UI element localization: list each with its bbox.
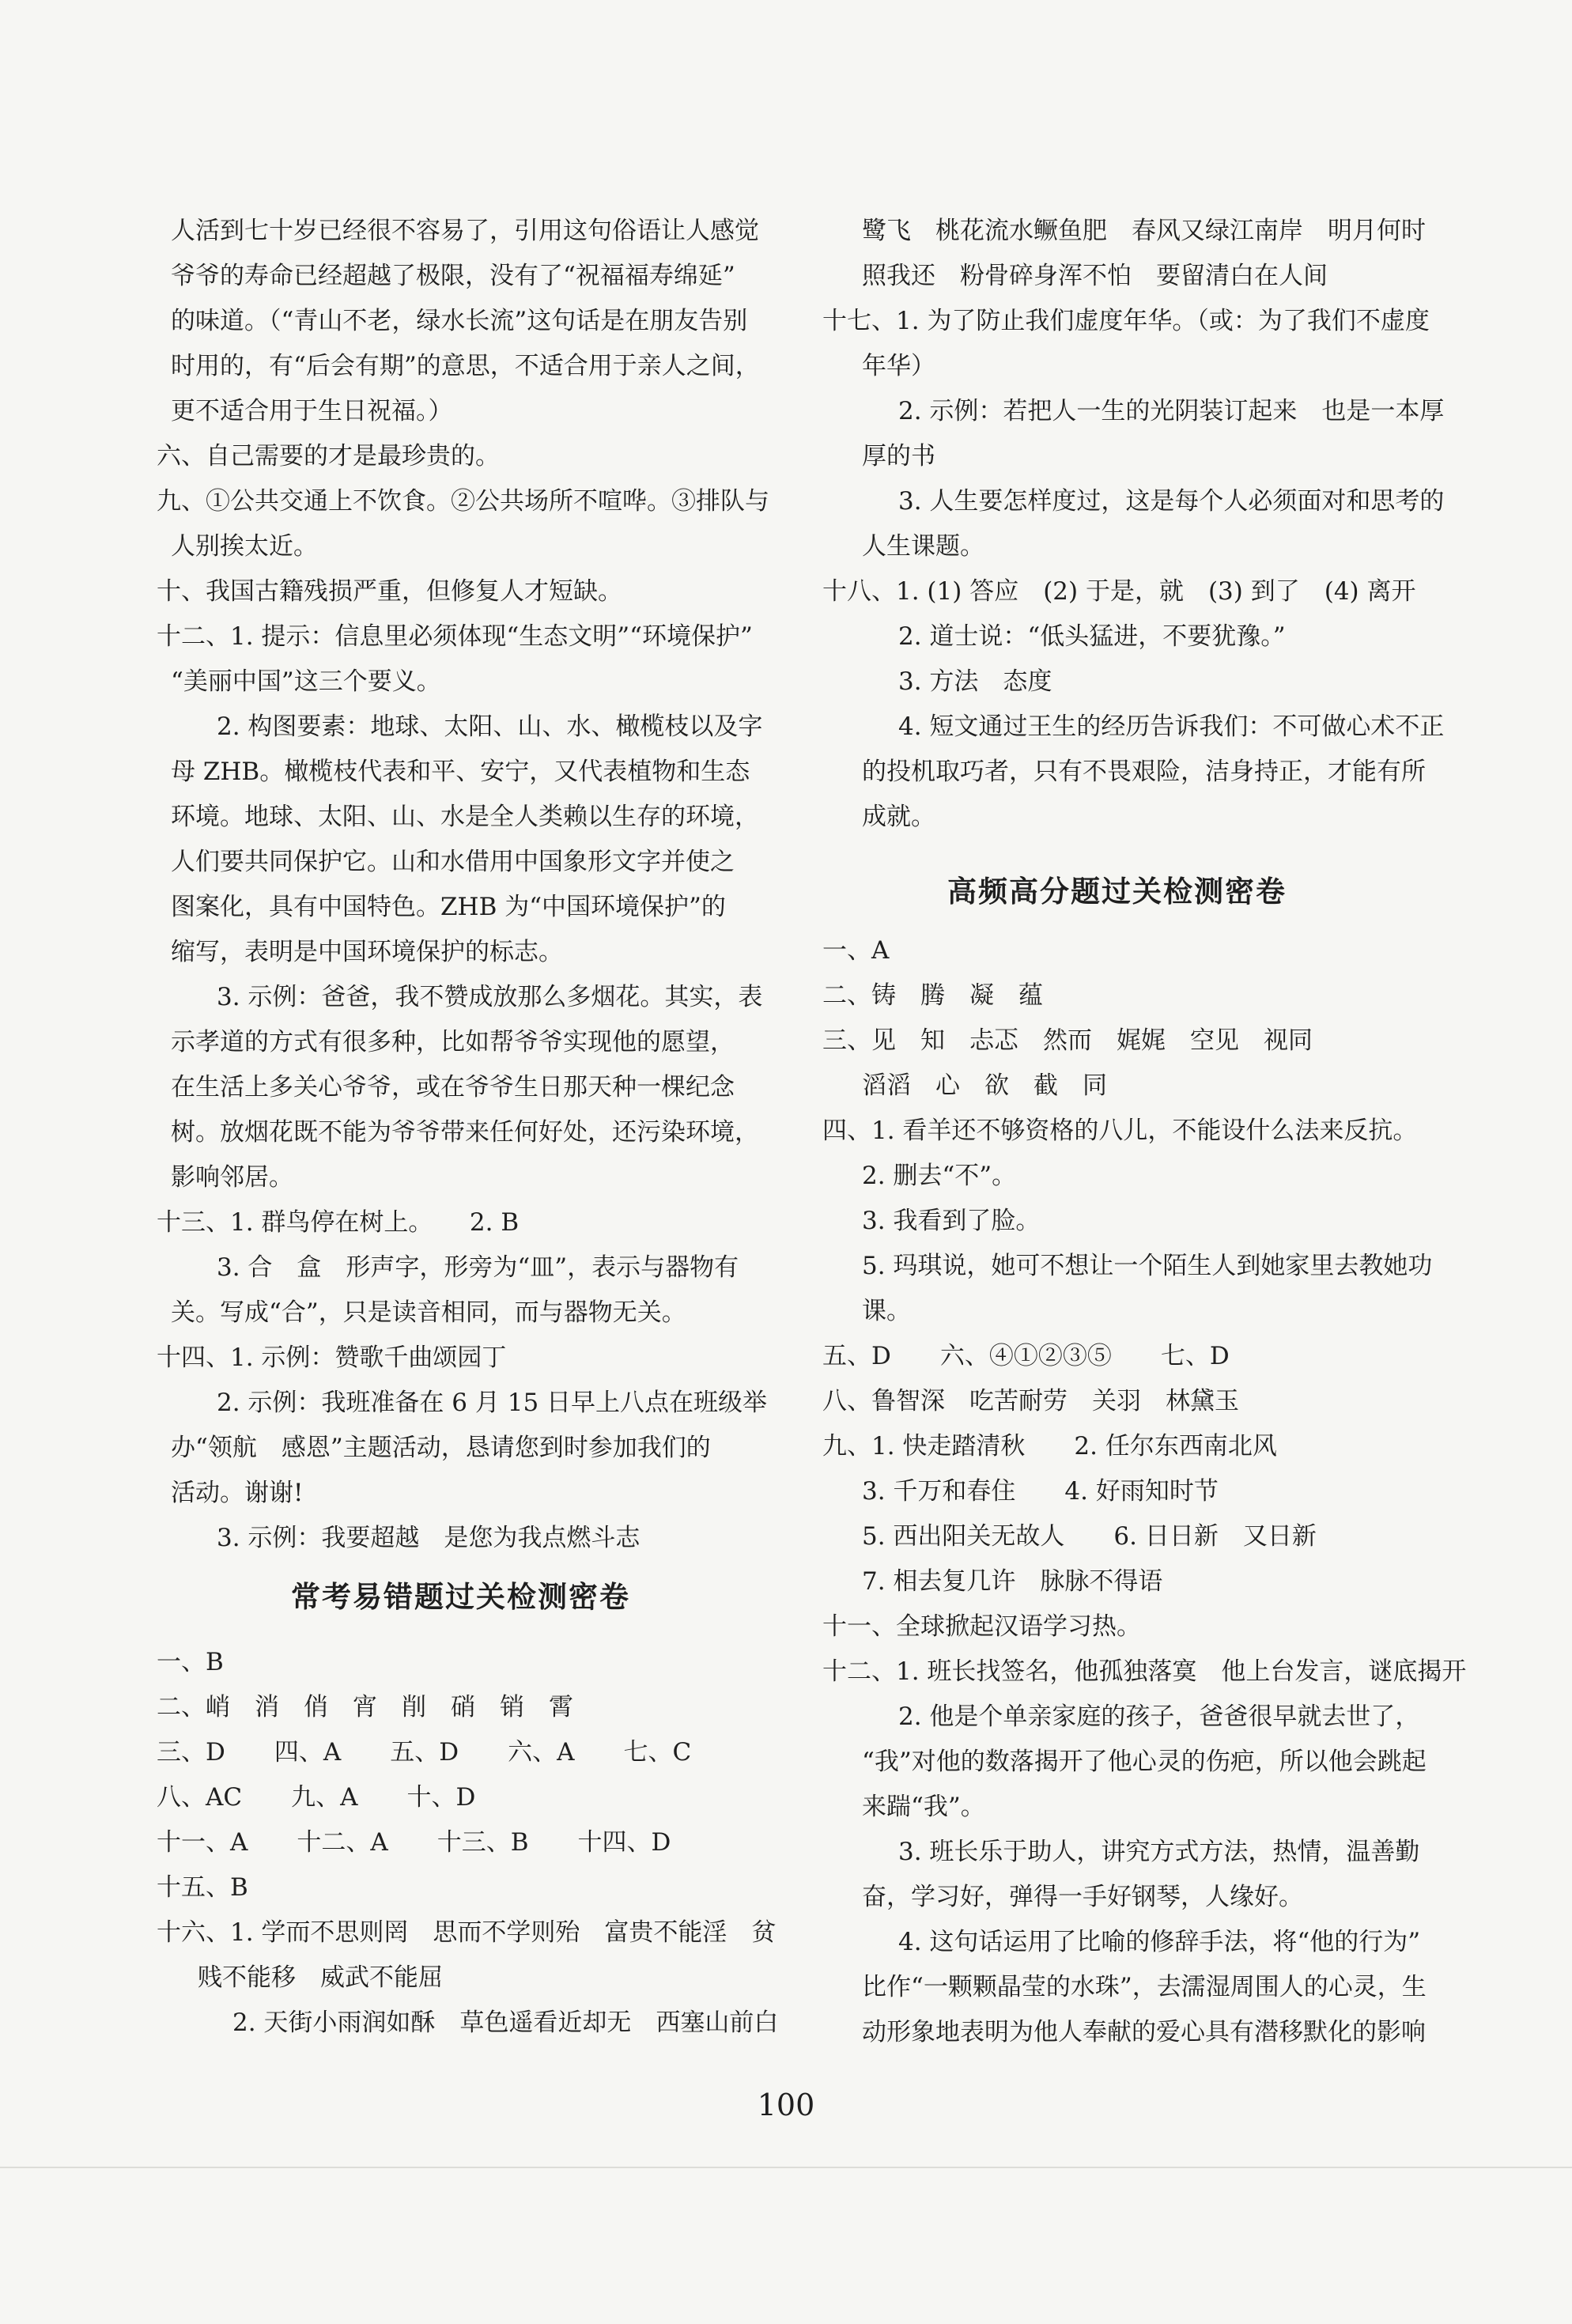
text-line: 3. 方法 态度 [898,667,1052,696]
text-line: 4. 这句话运用了比喻的修辞手法，将“他的行为” [898,1928,1421,1956]
text-line: 九、①公共交通上不饮食。②公共场所不喧哗。③排队与 [157,487,769,516]
text-line: 树。放烟花既不能为爷爷带来任何好处，还污染环境， [171,1118,759,1147]
bottom-divider [0,2167,1572,2168]
text-line: 二、铸 腾 凝 蕴 [822,981,1043,1010]
text-line: 爷爷的寿命已经超越了极限，没有了“祝福福寿绵延” [171,262,735,290]
text-line: 来踹“我”。 [862,1793,985,1821]
text-line: 2. 示例：我班准备在 6 月 15 日早上八点在班级举 [217,1389,768,1417]
text-line: 九、1. 快走踏清秋 2. 任尔东西南北风 [822,1432,1277,1461]
text-line: 3. 我看到了脸。 [862,1207,1041,1235]
text-line: 一、A [822,936,890,965]
text-line: 4. 短文通过王生的经历告诉我们：不可做心术不正 [898,712,1445,741]
text-line: 2. 示例：若把人一生的光阴装订起来 也是一本厚 [898,397,1445,425]
text-line: 十三、1. 群鸟停在树上。 2. B [157,1208,520,1237]
text-line: 人们要共同保护它。山和水借用中国象形文字并使之 [171,848,735,876]
text-line: 5. 西出阳关无故人 6. 日日新 又日新 [862,1522,1317,1551]
text-line: 3. 班长乐于助人，讲究方式方法，热情，温善勤 [898,1838,1420,1866]
text-line: 人生课题。 [862,532,984,561]
text-line: 六、自己需要的才是最珍贵的。 [157,442,500,470]
text-line: 的投机取巧者，只有不畏艰险，洁身持正，才能有所 [862,758,1426,786]
page-number: 100 [757,2088,815,2122]
text-line: 十二、1. 提示：信息里必须体现“生态文明”“环境保护” [157,622,753,651]
text-line: 5. 玛琪说，她可不想让一个陌生人到她家里去教她功 [862,1252,1433,1280]
text-line: 办“领航 感恩”主题活动，恳请您到时参加我们的 [171,1434,711,1462]
text-line: 关。写成“合”，只是读音相同，而与器物无关。 [171,1298,686,1327]
text-line: 2. 道士说：“低头猛进，不要犹豫。” [898,622,1286,651]
text-line: 十七、1. 为了防止我们虚度年华。（或：为了我们不虚度 [822,307,1430,335]
text-line: 3. 人生要怎样度过，这是每个人必须面对和思考的 [898,487,1445,516]
text-line: 7. 相去复几许 脉脉不得语 [862,1567,1163,1596]
text-line: 八、鲁智深 吃苦耐劳 关羽 林黛玉 [822,1387,1239,1415]
text-line: 十四、1. 示例：赞歌千曲颂园丁 [157,1343,507,1372]
text-line: 十二、1. 班长找签名，他孤独落寞 他上台发言，谜底揭开 [822,1657,1467,1686]
text-line: “美丽中国”这三个要义。 [171,667,441,696]
text-line: 3. 千万和春住 4. 好雨知时节 [862,1477,1219,1506]
text-line: 一、B [157,1648,224,1676]
text-line: 时用的，有“后会有期”的意思，不适合用于亲人之间， [171,352,760,380]
section-title: 高频高分题过关检测密卷 [947,875,1287,909]
text-line: 3. 示例：爸爸，我不赞成放那么多烟花。其实，表 [217,983,763,1011]
text-line: 八、AC 九、A 十、D [157,1783,476,1812]
text-line: “我”对他的数落揭开了他心灵的伤疤，所以他会跳起 [862,1748,1427,1776]
text-line: 活动。谢谢! [171,1479,304,1507]
text-line: 影响邻居。 [171,1163,293,1192]
text-line: 3. 示例：我要超越 是您为我点燃斗志 [217,1524,641,1552]
text-line: 3. 合 盒 形声字，形旁为“皿”，表示与器物有 [217,1253,739,1282]
text-line: 成就。 [862,803,935,831]
text-line: 二、峭 消 俏 宵 削 硝 销 霄 [157,1693,573,1721]
text-line: 五、D 六、④①②③⑤ 七、D [822,1342,1230,1370]
text-line: 在生活上多关心爷爷，或在爷爷生日那天种一棵纪念 [171,1073,735,1102]
text-line: 十一、全球掀起汉语学习热。 [822,1612,1141,1641]
text-line: 更不适合用于生日祝福。） [171,397,453,425]
text-line: 贱不能移 威武不能屈 [198,1963,443,1992]
text-line: 十八、1. (1) 答应 (2) 于是，就 (3) 到了 (4) 离开 [822,577,1416,606]
text-line: 三、D 四、A 五、D 六、A 七、C [157,1738,692,1767]
text-line: 十、我国古籍残损严重，但修复人才短缺。 [157,577,622,606]
text-line: 十一、A 十二、A 十三、B 十四、D [157,1828,671,1857]
section-title: 常考易错题过关检测密卷 [291,1580,630,1614]
text-line: 的味道。（“青山不老，绿水长流”这句话是在朋友告别 [171,307,748,335]
text-line: 课。 [862,1297,911,1325]
text-line: 2. 构图要素：地球、太阳、山、水、橄榄枝以及字 [217,712,763,741]
text-line: 人活到七十岁已经很不容易了，引用这句俗语让人感觉 [171,217,759,245]
text-line: 十五、B [157,1873,248,1902]
text-line: 三、见 知 忐忑 然而 娓娓 空见 视同 [822,1026,1313,1055]
text-line: 2. 删去“不”。 [862,1162,1017,1190]
text-line: 动形象地表明为他人奉献的爱心具有潜移默化的影响 [862,2018,1426,2046]
text-line: 2. 他是个单亲家庭的孩子，爸爸很早就去世了， [898,1702,1420,1731]
text-line: 示孝道的方式有很多种，比如帮爷爷实现他的愿望， [171,1028,735,1056]
text-line: 照我还 粉骨碎身浑不怕 要留清白在人间 [862,262,1328,290]
text-line: 2. 天街小雨润如酥 草色遥看近却无 西塞山前白 [232,2008,779,2037]
text-line: 缩写，表明是中国环境保护的标志。 [171,938,563,966]
text-line: 滔滔 心 欲 截 同 [862,1071,1107,1100]
text-line: 比作“一颗颗晶莹的水珠”，去濡湿周围人的心灵，生 [862,1973,1427,2001]
text-line: 人别挨太近。 [171,532,318,561]
text-line: 年华） [862,352,935,380]
text-line: 鹭飞 桃花流水鳜鱼肥 春风又绿江南岸 明月何时 [862,217,1426,245]
text-line: 图案化，具有中国特色。ZHB 为“中国环境保护”的 [171,893,726,921]
text-line: 厚的书 [862,442,935,470]
text-line: 奋，学习好，弹得一手好钢琴，人缘好。 [862,1883,1303,1911]
text-line: 环境。地球、太阳、山、水是全人类赖以生存的环境， [171,803,759,831]
text-line: 母 ZHB。橄榄枝代表和平、安宁，又代表植物和生态 [171,758,750,786]
text-line: 十六、1. 学而不思则罔 思而不学则殆 富贵不能淫 贫 [157,1918,777,1947]
text-line: 四、1. 看羊还不够资格的八儿，不能设什么法来反抗。 [822,1117,1418,1145]
